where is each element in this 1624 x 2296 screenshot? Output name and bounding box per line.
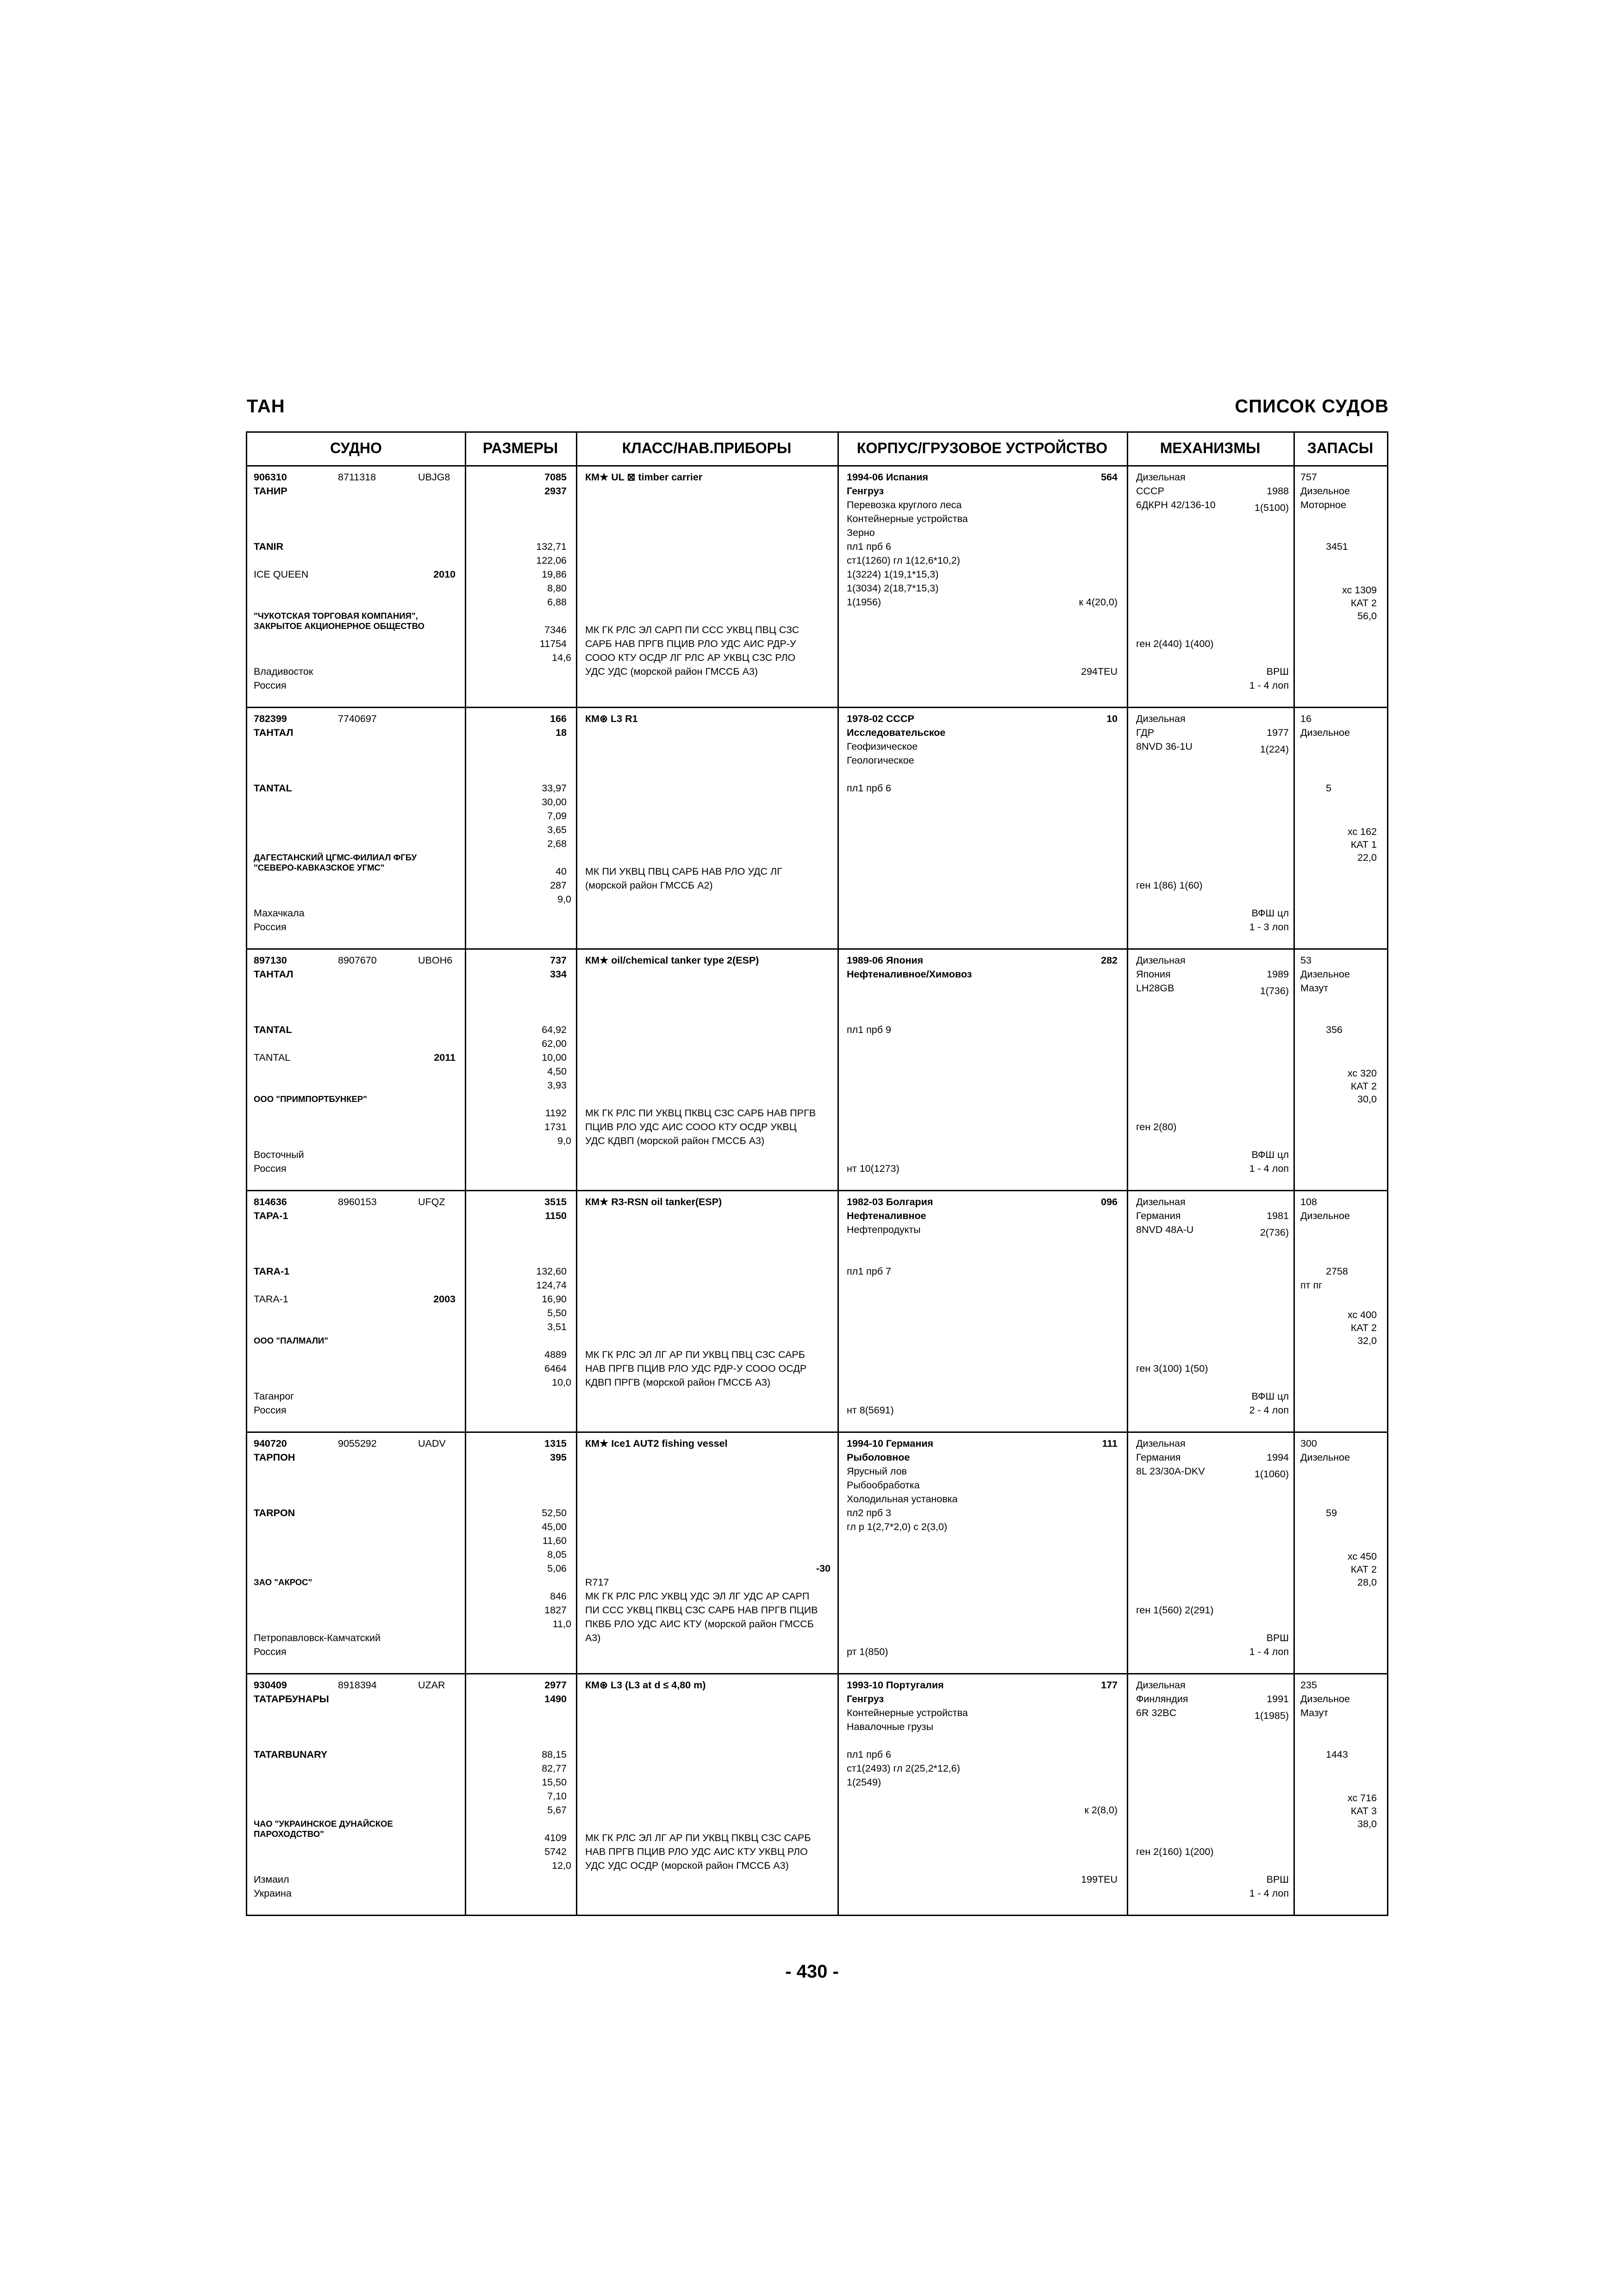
vessel-name-latin: TATARBUNARY — [254, 1749, 328, 1760]
supply-line: Дизельное — [1300, 727, 1350, 738]
engine-line: Дизельная — [1136, 1196, 1186, 1207]
supply-line: Дизельное — [1300, 1210, 1350, 1221]
column-header-machinery: МЕХАНИЗМЫ — [1160, 440, 1261, 456]
hull-side-note: к 2(8,0) — [1084, 1804, 1118, 1816]
owner-line-1: ООО "ПАЛМАЛИ" — [254, 1336, 328, 1345]
vessel-type: Нефтеналивное — [847, 1210, 926, 1221]
net-tonnage: 2937 — [544, 485, 567, 497]
nav-equipment-line: R717 — [585, 1577, 609, 1588]
propeller-type: ВРШ — [1266, 666, 1289, 677]
dimension-value: 5,50 — [547, 1307, 567, 1319]
engine-line: Япония — [1136, 969, 1171, 980]
dimension-value: 122,06 — [536, 555, 567, 566]
gross-tonnage: 7085 — [544, 472, 567, 483]
generators: ген 2(80) — [1136, 1121, 1177, 1132]
range-value: 1443 — [1326, 1749, 1348, 1760]
nav-equipment-line: УДС УДС ОСДР (морской район ГМССБ А3) — [585, 1860, 789, 1871]
speed: 12,0 — [552, 1860, 571, 1871]
vessel-name: ТАРПОН — [254, 1452, 295, 1463]
propeller-blades: 1 - 4 лоп — [1249, 1888, 1289, 1899]
vessel-name-latin: TANTAL — [254, 783, 292, 794]
dimension-value: 8,05 — [547, 1549, 567, 1560]
engine-power: 2(736) — [1260, 1227, 1289, 1238]
dimension-value: 2,68 — [547, 838, 567, 849]
crew-category-line: хс 1309 — [1342, 585, 1377, 596]
purpose-line: Зерно — [847, 527, 875, 538]
call-sign: UADV — [418, 1438, 446, 1449]
yard-number: 564 — [1101, 472, 1118, 483]
nav-equipment-line: МК ГК РЛС ПИ УКВЦ ПКВЦ СЗС САРБ НАВ ПРГВ — [585, 1108, 816, 1119]
crew-category-line: хс 716 — [1347, 1792, 1377, 1804]
propeller-type: ВФШ цл — [1251, 908, 1289, 919]
dimension-value: 4,50 — [547, 1066, 567, 1077]
displacement: 6464 — [544, 1363, 567, 1374]
record-list — [247, 467, 1387, 1915]
engine-line: 8L 23/30A-DKV — [1136, 1466, 1205, 1477]
engine-power: 1(736) — [1260, 985, 1289, 996]
nav-equipment-line: МК ГК РЛС ЭЛ САРП ПИ ССС УКВЦ ПВЦ СЗС — [585, 624, 800, 635]
propeller-type: ВРШ — [1266, 1874, 1289, 1885]
vessel-name: ТАРА-1 — [254, 1210, 288, 1221]
engine-line: Дизельная — [1136, 1680, 1186, 1691]
class-notation: КМ★ oil/chemical tanker type 2(ESP) — [585, 955, 759, 966]
build-year-country: 1989-06 Япония — [847, 955, 924, 966]
dimension-value: 124,74 — [536, 1280, 567, 1291]
flag-country: Украина — [254, 1888, 292, 1899]
nav-equipment-line: НАВ ПРГВ ПЦИВ РЛО УДС АИС КТУ УКВЦ РЛО — [585, 1846, 808, 1857]
hull-line: пл1 прб 9 — [847, 1024, 891, 1035]
dimension-value: 19,86 — [542, 569, 567, 580]
vessel-type: Исследовательское — [847, 727, 946, 738]
generators: ген 1(560) 2(291) — [1136, 1605, 1214, 1616]
yard-number: 177 — [1101, 1680, 1118, 1691]
dimension-value: 10,00 — [542, 1052, 567, 1063]
displacement: 287 — [550, 880, 567, 891]
supply-line: Дизельное — [1300, 969, 1350, 980]
propeller-blades: 1 - 4 лоп — [1249, 1163, 1289, 1174]
dimension-value: 6,88 — [547, 597, 567, 608]
owner-line-2: "СЕВЕРО-КАВКАЗСКОЕ УГМС" — [254, 863, 385, 872]
vessel-name: ТАНТАЛ — [254, 969, 294, 980]
nav-mark: -30 — [816, 1563, 831, 1574]
dimension-value: 45,00 — [542, 1521, 567, 1532]
nav-equipment-line: ПИ ССС УКВЦ ПКВЦ СЗС САРБ НАВ ПРГВ ПЦИВ — [585, 1605, 818, 1616]
dimension-value: 88,15 — [542, 1749, 567, 1760]
generators: ген 1(86) 1(60) — [1136, 880, 1203, 891]
imo-number: 8918394 — [338, 1680, 377, 1691]
crew-category-line: 38,0 — [1357, 1818, 1377, 1829]
purpose-line: Ярусный лов — [847, 1466, 907, 1477]
teu-capacity: 294TEU — [1081, 666, 1118, 677]
supply-line: Моторное — [1300, 499, 1346, 510]
cargo-note: рт 1(850) — [847, 1646, 888, 1657]
ship-register-table — [246, 431, 1388, 1916]
crew-category-line: хс 320 — [1347, 1068, 1377, 1079]
speed: 9,0 — [557, 1135, 571, 1146]
nav-equipment-line: ПЦИВ РЛО УДС АИС СООО КТУ ОСДР УКВЦ — [585, 1121, 797, 1132]
hull-line: ст1(2493) гл 2(25,2*12,6) — [847, 1763, 960, 1774]
call-sign: UFQZ — [418, 1196, 445, 1207]
column-header-supplies: ЗАПАСЫ — [1307, 440, 1374, 456]
propeller-blades: 1 - 3 лоп — [1249, 921, 1289, 933]
dimension-value: 7,09 — [547, 810, 567, 821]
purpose-line: Рыбообработка — [847, 1480, 920, 1491]
class-notation: КМ★ UL ⊠ timber carrier — [585, 472, 703, 483]
registry-number: 930409 — [254, 1680, 287, 1691]
propeller-blades: 2 - 4 лоп — [1249, 1405, 1289, 1416]
vessel-name: ТАНИР — [254, 485, 287, 497]
build-year-country: 1993-10 Португалия — [847, 1680, 944, 1691]
gross-tonnage: 166 — [550, 713, 567, 724]
net-tonnage: 1490 — [544, 1693, 567, 1705]
purpose-line: Контейнерные устройства — [847, 513, 968, 524]
dimension-value: 11,60 — [542, 1535, 567, 1546]
former-name-year: 2010 — [433, 569, 456, 580]
yard-number: 111 — [1102, 1438, 1118, 1449]
nav-equipment-line: (морской район ГМССБ А2) — [585, 880, 713, 891]
hull-line: 1(3224) 1(19,1*15,3) — [847, 569, 939, 580]
flag-country: Россия — [254, 680, 287, 691]
gross-tonnage: 3515 — [544, 1196, 567, 1207]
dimension-value: 5,67 — [547, 1804, 567, 1816]
dimension-value: 15,50 — [542, 1777, 567, 1788]
nav-equipment-line: А3) — [585, 1632, 601, 1643]
class-notation: КМ⊛ L3 R1 — [585, 713, 638, 724]
home-port: Махачкала — [254, 908, 305, 919]
dimension-value: 52,50 — [542, 1507, 567, 1518]
registry-number: 782399 — [254, 713, 287, 724]
displacement: 11754 — [539, 638, 567, 649]
engine-line: ГДР — [1136, 727, 1155, 738]
displacement: 1731 — [544, 1121, 567, 1132]
crew-category-line: КАТ 2 — [1350, 1322, 1377, 1333]
cargo-note: нт 8(5691) — [847, 1405, 894, 1416]
vessel-name-latin: TANIR — [254, 541, 284, 552]
engine-line: Германия — [1136, 1452, 1181, 1463]
imo-number: 8960153 — [338, 1196, 377, 1207]
dimension-value: 132,60 — [536, 1266, 567, 1277]
vessel-type: Нефтеналивное/Химовоз — [847, 969, 972, 980]
flag-country: Россия — [254, 921, 287, 933]
engine-power: 1(1985) — [1254, 1710, 1289, 1721]
displacement: 1827 — [544, 1605, 567, 1616]
vessel-name: ТАНТАЛ — [254, 727, 294, 738]
speed: 10,0 — [552, 1377, 571, 1388]
crew-category-line: 30,0 — [1357, 1094, 1377, 1105]
gross-tonnage: 2977 — [544, 1680, 567, 1691]
vessel-name-latin: TARPON — [254, 1507, 295, 1518]
build-year-country: 1994-10 Германия — [847, 1438, 934, 1449]
net-tonnage: 1150 — [545, 1210, 567, 1221]
crew-category-line: хс 400 — [1347, 1309, 1377, 1320]
speed: 11,0 — [552, 1618, 571, 1630]
hull-line: пл1 прб 7 — [847, 1266, 891, 1277]
home-port: Петропавловск-Камчатский — [254, 1632, 381, 1643]
nav-equipment-line: УДС КДВП (морской район ГМССБ А3) — [585, 1135, 765, 1146]
yard-number: 096 — [1101, 1196, 1118, 1207]
engine-line: Дизельная — [1136, 713, 1186, 724]
nav-equipment-line: МК ГК РЛС РЛС УКВЦ УДС ЭЛ ЛГ УДС АР САРП — [585, 1591, 810, 1602]
engine-year: 1994 — [1267, 1452, 1289, 1463]
net-tonnage: 334 — [550, 969, 567, 980]
nav-equipment-line: МК ГК РЛС ЭЛ ЛГ АР ПИ УКВЦ ПВЦ СЗС САРБ — [585, 1349, 805, 1360]
propeller-blades: 1 - 4 лоп — [1249, 680, 1289, 691]
net-tonnage: 18 — [556, 727, 567, 738]
home-port: Измаил — [254, 1874, 289, 1885]
cargo-note: нт 10(1273) — [847, 1163, 899, 1174]
nav-equipment-line: УДС УДС (морской район ГМССБ А3) — [585, 666, 758, 677]
nav-equipment-line: СООО КТУ ОСДР ЛГ РЛС АР УКВЦ СЗС РЛО — [585, 652, 796, 663]
hull-line: ст1(1260) гл 1(12,6*10,2) — [847, 555, 960, 566]
page-number: - 430 - — [785, 1961, 839, 1982]
hull-side-note: к 4(20,0) — [1079, 597, 1118, 608]
engine-line: Германия — [1136, 1210, 1181, 1221]
former-name-year: 2003 — [433, 1294, 456, 1305]
page-header-left: ТАН — [247, 396, 285, 417]
crew-category-line: КАТ 2 — [1350, 1564, 1377, 1575]
deadweight: 4109 — [544, 1832, 567, 1843]
purpose-line: Контейнерные устройства — [847, 1707, 968, 1718]
nav-equipment-line: МК ГК РЛС ЭЛ ЛГ АР ПИ УКВЦ ПКВЦ СЗС САРБ — [585, 1832, 811, 1843]
dimension-value: 62,00 — [542, 1038, 567, 1049]
dimension-value: 3,93 — [547, 1080, 567, 1091]
ship-record — [247, 707, 1387, 948]
class-notation: КМ★ Ice1 AUT2 fishing vessel — [585, 1438, 728, 1449]
dimension-value: 132,71 — [536, 541, 567, 552]
range-value: 2758 — [1326, 1266, 1348, 1277]
deadweight: 1192 — [545, 1108, 567, 1119]
supply-line: Дизельное — [1300, 1452, 1350, 1463]
hull-line: 1(2549) — [847, 1777, 881, 1788]
engine-line: Дизельная — [1136, 472, 1186, 483]
call-sign: UBOH6 — [418, 955, 453, 966]
vessel-name: ТАТАРБУНАРЫ — [254, 1693, 329, 1705]
nav-equipment-line: САРБ НАВ ПРГВ ПЦИВ РЛО УДС АИС РДР-У — [585, 638, 796, 649]
range-value: 59 — [1326, 1507, 1337, 1518]
range-value: 356 — [1326, 1024, 1343, 1035]
supply-line: 108 — [1300, 1196, 1317, 1207]
supply-line: 757 — [1300, 472, 1317, 483]
purpose-line: Холодильная установка — [847, 1493, 958, 1505]
owner-line-1: ЗАО "АКРОС" — [254, 1577, 312, 1587]
dimension-value: 30,00 — [542, 796, 567, 808]
former-name: ICE QUEEN — [254, 569, 309, 580]
imo-number: 8907670 — [338, 955, 377, 966]
engine-power: 1(1060) — [1254, 1468, 1289, 1480]
engine-line: 6ДКРН 42/136-10 — [1136, 499, 1216, 510]
hull-line: пл1 прб 6 — [847, 1749, 891, 1760]
crew-category-line: 32,0 — [1357, 1335, 1377, 1346]
propeller-type: ВФШ цл — [1251, 1149, 1289, 1160]
supply-line: 16 — [1300, 713, 1312, 724]
deadweight: 40 — [556, 866, 567, 877]
engine-year: 1989 — [1267, 969, 1289, 980]
imo-number: 8711318 — [338, 472, 376, 483]
engine-line: LH28GB — [1136, 983, 1174, 994]
purpose-line: Перевозка круглого леса — [847, 499, 962, 510]
registry-number: 906310 — [254, 472, 287, 483]
crew-category-line: хс 162 — [1347, 826, 1377, 837]
dimension-value: 33,97 — [542, 783, 567, 794]
deadweight: 846 — [550, 1591, 567, 1602]
engine-power: 1(224) — [1260, 744, 1289, 755]
build-year-country: 1982-03 Болгария — [847, 1196, 933, 1207]
class-notation: КМ★ R3-RSN oil tanker(ESP) — [585, 1196, 722, 1207]
hull-line: пл1 прб 6 — [847, 541, 891, 552]
vessel-name-latin: TARA-1 — [254, 1266, 290, 1277]
dimension-value: 8,80 — [547, 583, 567, 594]
range-value: 3451 — [1326, 541, 1348, 552]
displacement: 5742 — [544, 1846, 567, 1857]
registry-number: 940720 — [254, 1438, 287, 1449]
engine-line: Дизельная — [1136, 1438, 1186, 1449]
home-port: Восточный — [254, 1149, 304, 1160]
dimension-value: 3,51 — [547, 1321, 567, 1332]
dimension-value: 5,06 — [547, 1563, 567, 1574]
owner-line-1: "ЧУКОТСКАЯ ТОРГОВАЯ КОМПАНИЯ", — [254, 611, 418, 621]
nav-equipment-line: НАВ ПРГВ ПЦИВ РЛО УДС РДР-У СООО ОСДР — [585, 1363, 807, 1374]
build-year-country: 1978-02 СССР — [847, 713, 914, 724]
supply-line: Мазут — [1300, 983, 1329, 994]
owner-line-1: ДАГЕСТАНСКИЙ ЦГМС-ФИЛИАЛ ФГБУ — [254, 852, 417, 862]
owner-line-2: ЗАКРЫТОЕ АКЦИОНЕРНОЕ ОБЩЕСТВО — [254, 621, 425, 631]
nav-equipment-line: КДВП ПРГВ (морской район ГМССБ А3) — [585, 1377, 771, 1388]
crew-category-line: хс 450 — [1347, 1551, 1377, 1562]
engine-line: Дизельная — [1136, 955, 1186, 966]
column-header-row — [247, 433, 1387, 467]
page-header-right: СПИСОК СУДОВ — [1235, 396, 1389, 417]
registry-number: 897130 — [254, 955, 287, 966]
deadweight: 4889 — [544, 1349, 567, 1360]
ship-record — [247, 467, 1387, 707]
ship-record — [247, 1431, 1387, 1673]
flag-country: Россия — [254, 1163, 287, 1174]
ship-record — [247, 948, 1387, 1190]
former-name: TANTAL — [254, 1052, 291, 1063]
imo-number: 7740697 — [338, 713, 377, 724]
supply-line: Дизельное — [1300, 1693, 1350, 1705]
gross-tonnage: 1315 — [544, 1438, 567, 1449]
ship-record — [247, 1190, 1387, 1431]
speed: 9,0 — [557, 894, 571, 905]
nav-equipment-line: ПКВБ РЛО УДС АИС КТУ (морской район ГМССБ — [585, 1618, 814, 1630]
owner-line-2: ПАРОХОДСТВО" — [254, 1829, 324, 1839]
column-header-hull: КОРПУС/ГРУЗОВОЕ УСТРОЙСТВО — [856, 440, 1108, 456]
purpose-line: Нефтепродукты — [847, 1224, 921, 1235]
supply-line: 235 — [1300, 1680, 1317, 1691]
supply-line: Дизельное — [1300, 485, 1350, 497]
dimension-value: 82,77 — [542, 1763, 567, 1774]
build-year-country: 1994-06 Испания — [847, 472, 928, 483]
crew-category-line: 22,0 — [1357, 852, 1377, 863]
supply-line: 300 — [1300, 1438, 1317, 1449]
registry-number: 814636 — [254, 1196, 287, 1207]
dimension-value: 64,92 — [542, 1024, 567, 1035]
column-header-dimensions: РАЗМЕРЫ — [482, 440, 558, 456]
engine-line: 6R 32BC — [1136, 1707, 1177, 1718]
engine-line: 8NVD 36-1U — [1136, 741, 1193, 752]
purpose-line: Геологическое — [847, 755, 914, 766]
speed: 14,6 — [552, 652, 571, 663]
imo-number: 9055292 — [338, 1438, 377, 1449]
vessel-name-latin: TANTAL — [254, 1024, 292, 1035]
generators: ген 3(100) 1(50) — [1136, 1363, 1208, 1374]
engine-year: 1991 — [1267, 1693, 1289, 1705]
crew-category-line: 28,0 — [1357, 1577, 1377, 1588]
extra-note: пт пг — [1300, 1280, 1322, 1291]
dimension-value: 3,65 — [547, 824, 567, 835]
yard-number: 10 — [1106, 713, 1118, 724]
yard-number: 282 — [1101, 955, 1118, 966]
ship-record — [247, 1673, 1387, 1915]
home-port: Таганрог — [254, 1391, 294, 1402]
column-header-class: КЛАСС/НАВ.ПРИБОРЫ — [622, 440, 792, 456]
crew-category-line: 56,0 — [1357, 610, 1377, 622]
flag-country: Россия — [254, 1405, 287, 1416]
vessel-type: Генгруз — [847, 1693, 884, 1705]
vessel-type: Рыболовное — [847, 1452, 910, 1463]
generators: ген 2(440) 1(400) — [1136, 638, 1214, 649]
dimension-value: 16,90 — [542, 1294, 567, 1305]
engine-line: СССР — [1136, 485, 1164, 497]
engine-line: Финляндия — [1136, 1693, 1188, 1705]
net-tonnage: 395 — [550, 1452, 567, 1463]
generators: ген 2(160) 1(200) — [1136, 1846, 1214, 1857]
former-name-year: 2011 — [434, 1052, 456, 1063]
hull-line: пл2 прб 3 — [847, 1507, 891, 1518]
propeller-type: ВРШ — [1266, 1632, 1289, 1643]
gross-tonnage: 737 — [550, 955, 567, 966]
nav-equipment-line: МК ПИ УКВЦ ПВЦ САРБ НАВ РЛО УДС ЛГ — [585, 866, 782, 877]
former-name: TARA-1 — [254, 1294, 288, 1305]
supply-line: 53 — [1300, 955, 1312, 966]
propeller-blades: 1 - 4 лоп — [1249, 1646, 1289, 1657]
deadweight: 7346 — [544, 624, 567, 635]
purpose-line: Навалочные грузы — [847, 1721, 933, 1732]
purpose-line: Геофизическое — [847, 741, 918, 752]
dimension-value: 7,10 — [547, 1791, 567, 1802]
crew-category-line: КАТ 3 — [1350, 1805, 1377, 1817]
class-notation: КМ⊛ L3 (L3 at d ≤ 4,80 m) — [585, 1680, 706, 1691]
hull-line: 1(1956) — [847, 597, 881, 608]
hull-line: гл р 1(2,7*2,0) с 2(3,0) — [847, 1521, 948, 1532]
range-value: 5 — [1326, 783, 1331, 794]
crew-category-line: КАТ 2 — [1350, 597, 1377, 609]
hull-line: 1(3034) 2(18,7*15,3) — [847, 583, 939, 594]
crew-category-line: КАТ 1 — [1350, 839, 1377, 850]
hull-line: пл1 прб 6 — [847, 783, 891, 794]
engine-line: 8NVD 48A-U — [1136, 1224, 1194, 1235]
engine-power: 1(5100) — [1254, 502, 1289, 513]
engine-year: 1981 — [1267, 1210, 1289, 1221]
call-sign: UZAR — [418, 1680, 445, 1691]
column-header-vessel: СУДНО — [330, 440, 382, 456]
supply-line: Мазут — [1300, 1707, 1329, 1718]
flag-country: Россия — [254, 1646, 287, 1657]
home-port: Владивосток — [254, 666, 313, 677]
vessel-type: Генгруз — [847, 485, 884, 497]
engine-year: 1988 — [1267, 485, 1289, 497]
propeller-type: ВФШ цл — [1251, 1391, 1289, 1402]
teu-capacity: 199TEU — [1081, 1874, 1118, 1885]
call-sign: UBJG8 — [418, 472, 450, 483]
crew-category-line: КАТ 2 — [1350, 1081, 1377, 1092]
owner-line-1: ООО "ПРИМПОРТБУНКЕР" — [254, 1094, 367, 1104]
owner-line-1: ЧАО "УКРАИНСКОЕ ДУНАЙСКОЕ — [254, 1819, 393, 1829]
engine-year: 1977 — [1267, 727, 1289, 738]
